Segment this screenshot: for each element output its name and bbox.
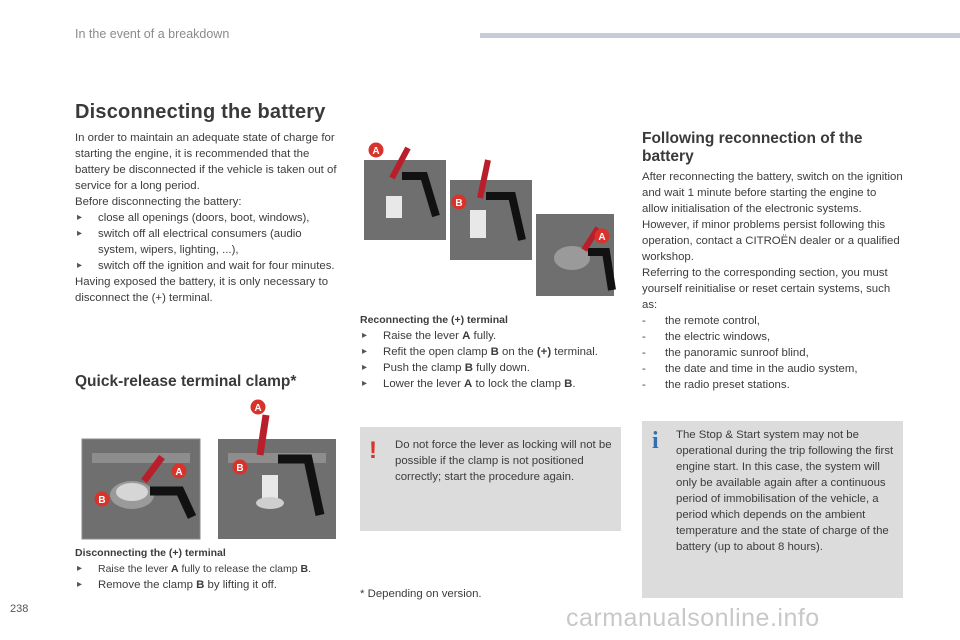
intro-bullet: ▸ switch off the ignition and wait for four minutes.	[75, 258, 337, 274]
reconnect-step: ▸ Push the clamp B fully down.	[360, 360, 628, 376]
following-item: - the radio preset stations.	[642, 377, 904, 393]
label-a: A	[254, 403, 262, 414]
reconnect-step: ▸ Lower the lever A to lock the clamp B.	[360, 376, 628, 392]
label-b: B	[98, 495, 106, 506]
following-paragraph: Referring to the corresponding section, you must yourself reinitialise or reset certain systems, such as:	[642, 267, 891, 311]
warning-box	[360, 427, 621, 531]
footnote: * Depending on version.	[360, 588, 482, 600]
reconnecting-steps	[360, 312, 628, 392]
section-header: In the event of a breakdown	[75, 27, 230, 41]
label-b: B	[236, 463, 244, 474]
reconnect-step: ▸ Raise the lever A fully.	[360, 328, 628, 344]
intro-bullet: ▸ close all openings (doors, boot, windows),	[75, 210, 337, 226]
following-item: - the electric windows,	[642, 329, 904, 345]
quick-release-heading: Quick-release terminal clamp*	[75, 373, 297, 390]
following-paragraph: However, if minor problems persist following this operation, contact a CITROËN dealer or a qualified workshop.	[642, 219, 900, 263]
following-paragraph: After reconnecting the battery, switch on the ignition and wait 1 minute before starting the engine to allow initialisation of the electronic systems.	[642, 171, 903, 215]
disconnect-step: ▸ Raise the lever A fully to release the clamp B.	[75, 561, 345, 577]
reconnect-illustration	[362, 140, 616, 300]
reconnect-step: ▸ Refit the open clamp B on the (+) terminal.	[360, 344, 628, 360]
following-item: - the date and time in the audio system,	[642, 361, 904, 377]
disconnect-illustration	[80, 395, 338, 542]
intro-before: Before disconnecting the battery:	[75, 196, 242, 208]
warning-icon: !	[369, 437, 377, 464]
info-icon: i	[652, 428, 659, 454]
intro-bullet: ▸ switch off all electrical consumers (audio system, wipers, lighting, ...),	[75, 226, 337, 258]
disconnecting-steps	[75, 545, 345, 593]
label-a: A	[372, 146, 380, 157]
intro-text	[75, 130, 337, 306]
info-text: The Stop & Start system may not be operational during the trip following the first engine start. In this case, the system will only be available again after a continuous period of immobilisation of the vehicle, a period which depends on the ambient temperature and the state of charge of the battery (up to about 8 hours).	[676, 429, 894, 553]
page-number: 238	[10, 603, 29, 615]
page-title: Disconnecting the battery	[75, 101, 326, 123]
label-b: B	[455, 198, 463, 209]
disconnect-step: ▸ Remove the clamp B by lifting it off.	[75, 577, 345, 593]
label-a: A	[175, 467, 183, 478]
intro-exposed: Having exposed the battery, it is only necessary to disconnect the (+) terminal.	[75, 276, 329, 304]
label-a: A	[598, 232, 606, 243]
info-box	[642, 421, 903, 598]
following-heading: Following reconnection of the battery	[642, 130, 863, 165]
warning-text: Do not force the lever as locking will not be possible if the clamp is not positioned correctly; start the procedure again.	[395, 439, 612, 483]
disconnecting-heading: Disconnecting the (+) terminal	[75, 547, 226, 559]
reconnecting-heading: Reconnecting the (+) terminal	[360, 314, 508, 326]
following-text	[642, 169, 904, 393]
intro-paragraph: In order to maintain an adequate state of charge for starting the engine, it is recommended that the battery be disconnected if the vehicle is taken out of service for a long period.	[75, 132, 337, 192]
following-item: - the remote control,	[642, 313, 904, 329]
header-bar	[480, 33, 960, 38]
watermark: carmanualsonline.info	[566, 604, 820, 632]
following-item: - the panoramic sunroof blind,	[642, 345, 904, 361]
